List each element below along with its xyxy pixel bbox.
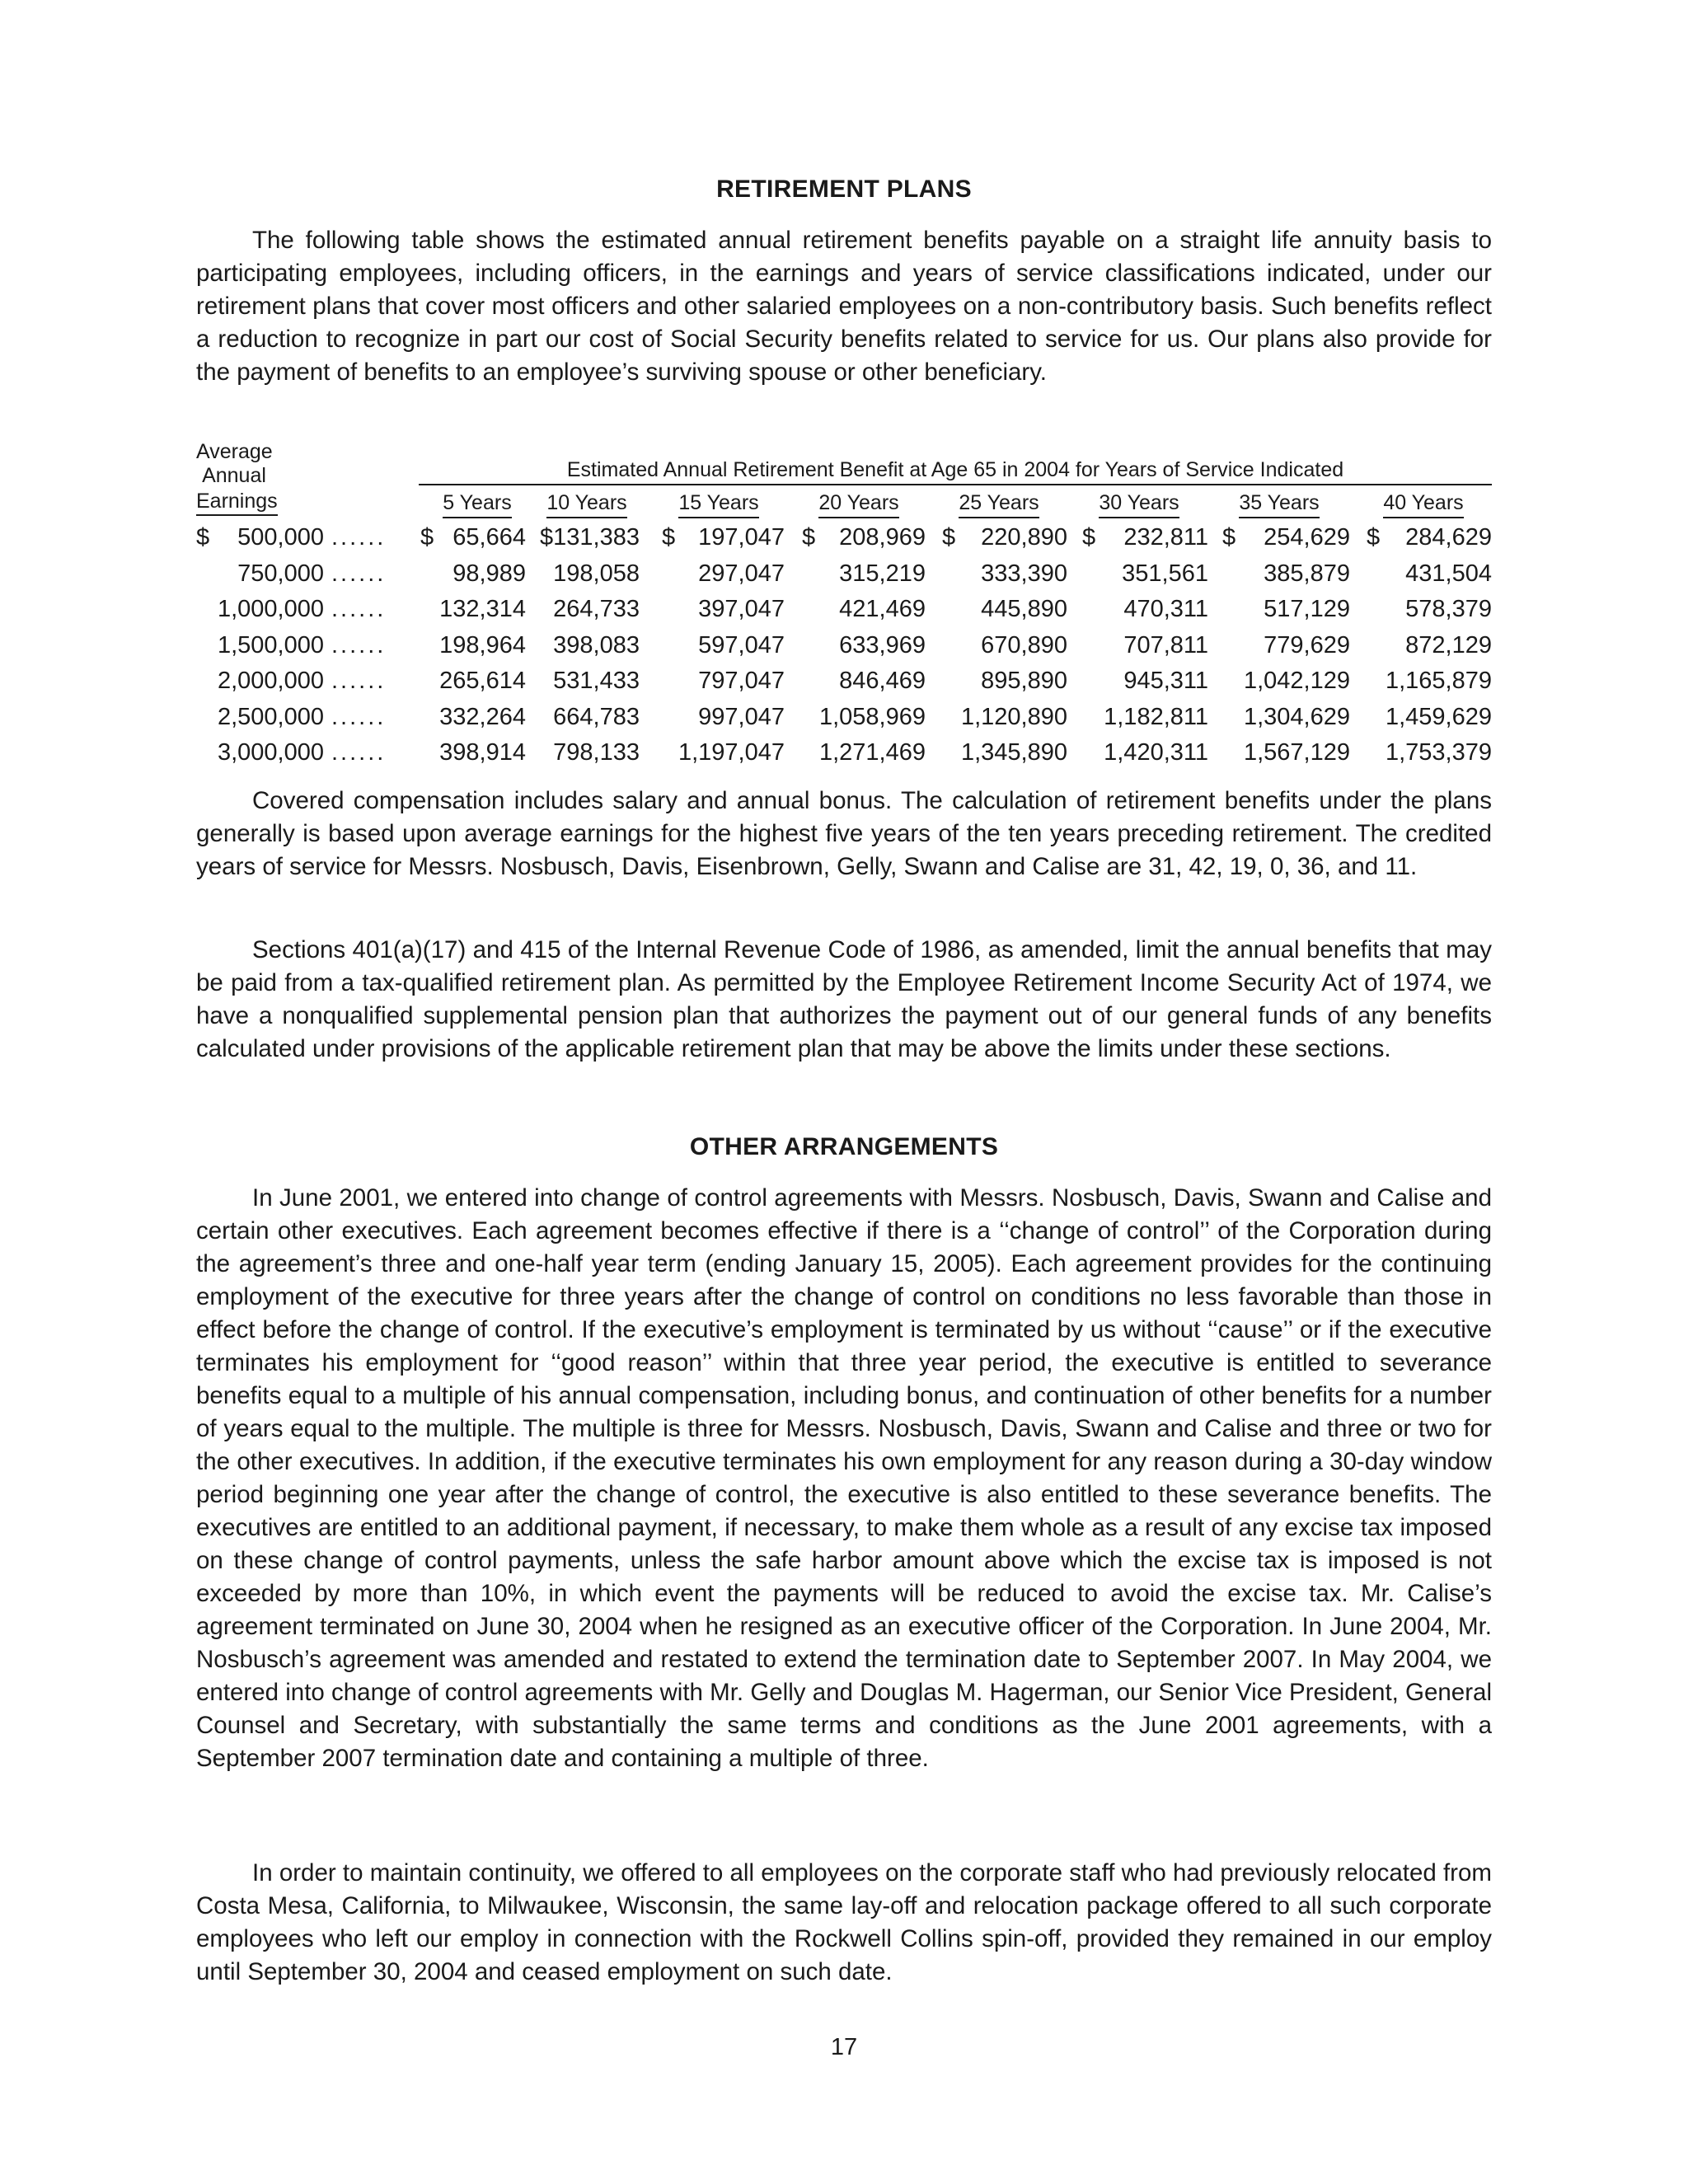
benefit-cell: 664,783 xyxy=(553,703,640,730)
column-header-label: 35 Years xyxy=(1239,491,1319,518)
benefit-cell: 398,914 xyxy=(439,739,526,766)
benefit-cell: 398,083 xyxy=(553,631,640,658)
column-header-label: 5 Years xyxy=(443,491,511,518)
benefit-cell: 208,969 xyxy=(839,524,926,551)
earnings-cell: 500,000 xyxy=(237,524,324,551)
table-row xyxy=(196,629,1492,662)
benefit-cell: 517,129 xyxy=(1264,596,1350,622)
benefit-cell: 315,219 xyxy=(839,560,926,587)
benefit-cell: 351,561 xyxy=(1122,560,1208,587)
header-earnings-label: Earnings xyxy=(196,490,278,516)
benefit-cell: 1,753,379 xyxy=(1385,739,1492,766)
column-header-label: 15 Years xyxy=(678,491,758,518)
benefit-cell: 707,811 xyxy=(1123,631,1208,658)
benefit-cell: 220,890 xyxy=(981,524,1067,551)
benefit-cell: 670,890 xyxy=(981,631,1067,658)
header-annual: Annual xyxy=(202,464,266,487)
benefit-cell: 997,047 xyxy=(698,703,785,730)
dot-leaders: ...... xyxy=(331,560,387,587)
column-header-label: 30 Years xyxy=(1099,491,1179,518)
benefit-cell: 397,047 xyxy=(698,596,785,622)
benefit-cell: 895,890 xyxy=(981,668,1067,694)
table-row xyxy=(196,736,1492,769)
benefit-cell: 284,629 xyxy=(1405,524,1492,551)
benefit-cell: 945,311 xyxy=(1123,668,1208,694)
earnings-cell: 750,000 xyxy=(237,560,324,587)
earnings-cell: 1,000,000 xyxy=(217,596,324,622)
currency-symbol: $ xyxy=(196,524,210,551)
benefit-cell: 1,271,469 xyxy=(818,739,926,766)
benefit-cell: 431,504 xyxy=(1405,560,1492,587)
benefit-cell: 1,197,047 xyxy=(678,739,785,766)
dot-leaders: ...... xyxy=(331,668,387,694)
currency-symbol: $ xyxy=(1367,524,1381,551)
table-row xyxy=(196,664,1492,697)
paragraph-relocation: In order to maintain continuity, we offered to all employees on the corporate staff who had previously relocated from Costa Mesa, California, to Milwaukee, Wisconsin, the same lay-off and relocation package offered to all such corporate employees who left our employ in connection with the Rockwell Collins spin-off, provided they remained in our employ until September 30, 2004 and ceased employment on such date. xyxy=(196,1859,1492,1985)
column-header-label: 40 Years xyxy=(1383,491,1463,518)
benefit-cell: 798,133 xyxy=(553,739,640,766)
benefit-cell: 1,165,879 xyxy=(1385,668,1492,694)
benefit-cell: 1,120,890 xyxy=(960,703,1067,730)
currency-symbol: $ xyxy=(1082,524,1096,551)
column-header-35-years xyxy=(1222,491,1336,518)
header-earnings xyxy=(196,490,278,513)
table-row xyxy=(196,701,1492,733)
paragraph-irc-limits: Sections 401(a)(17) and 415 of the Internal Revenue Code of 1986, as amended, limit the annual benefits that may be paid from a tax-qualified retirement plan. As permitted by the Employee Retirement Income Security Act of 1974, we have a nonqualified supplemental pension plan that authorizes the payment out of our general funds of any benefits calculated under provisions of the applicable retirement plan that may be above the limits under these sections. xyxy=(196,936,1492,1062)
column-header-40-years xyxy=(1367,491,1480,518)
benefit-cell: 872,129 xyxy=(1405,631,1492,658)
benefit-cell: 265,614 xyxy=(439,668,526,694)
currency-symbol: $ xyxy=(662,524,676,551)
benefit-cell: 385,879 xyxy=(1264,560,1350,587)
table-span-rule xyxy=(419,484,1492,485)
benefit-cell: 198,058 xyxy=(553,560,640,587)
benefit-cell: 797,047 xyxy=(698,668,785,694)
benefit-cell: 1,042,129 xyxy=(1243,668,1350,694)
benefit-cell: 846,469 xyxy=(839,668,926,694)
column-header-30-years xyxy=(1082,491,1196,518)
column-header-15-years xyxy=(662,491,776,518)
table-row xyxy=(196,557,1492,590)
dot-leaders: ...... xyxy=(331,739,387,766)
benefit-cell: 98,989 xyxy=(452,560,526,587)
table-row xyxy=(196,593,1492,626)
benefit-cell: 264,733 xyxy=(553,596,640,622)
benefit-cell: 578,379 xyxy=(1405,596,1492,622)
benefit-cell: 421,469 xyxy=(839,596,926,622)
benefit-cell: 65,664 xyxy=(452,524,526,551)
benefit-cell: 297,047 xyxy=(698,560,785,587)
dot-leaders: ...... xyxy=(331,631,387,658)
benefit-cell: 197,047 xyxy=(698,524,785,551)
benefit-cell: 132,314 xyxy=(439,596,526,622)
benefit-cell: 232,811 xyxy=(1123,524,1208,551)
benefit-cell: 470,311 xyxy=(1123,596,1208,622)
dot-leaders: ...... xyxy=(331,596,387,622)
benefit-cell: $131,383 xyxy=(540,524,640,551)
column-header-10-years xyxy=(534,491,640,518)
column-header-5-years xyxy=(429,491,525,518)
earnings-cell: 2,500,000 xyxy=(217,703,324,730)
paragraph-change-of-control: In June 2001, we entered into change of control agreements with Messrs. Nosbusch, Davis, Swann and Calise and certain other executives. Each agreement becomes effective if there is a ‘‘change of control’’ of the Corporation during the agreement’s three and one-half year term (ending January 15, 2005). Each agreement provides for the continuing employment of the executive for three years after the change of control on conditions no less favorable than those in effect before the change of control. If the executive’s employment is terminated by us without ‘‘cause’’ or if the executive terminates his employment for ‘‘good reason’’ within that three year period, the executive is entitled to severance benefits equal to a multiple of his annual compensation, including bonus, and continuation of other benefits for a number of years equal to the multiple. The multiple is three for Messrs. Nosbusch, Davis, Swann and Calise and three or two for the other executives. In addition, if the executive terminates his own employment for any reason during a 30-day window period beginning one year after the change of control, the executive is also entitled to these severance benefits. The executives are entitled to an additional payment, if necessary, to make them whole as a result of any excise tax imposed on these change of control payments, unless the safe harbor amount above which the excise tax is imposed is not exceeded by more than 10%, in which event the payments will be reduced to avoid the excise tax. Mr. Calise’s agreement terminated on June 30, 2004 when he resigned as an executive officer of the Corporation. In June 2004, Mr. Nosbusch’s agreement was amended and restated to extend the termination date to September 2007. In May 2004, we entered into change of control agreements with Mr. Gelly and Douglas M. Hagerman, our Senior Vice President, General Counsel and Secretary, with substantially the same terms and conditions as the June 2001 agreements, with a September 2007 termination date and containing a multiple of three. xyxy=(196,1184,1492,1772)
currency-symbol: $ xyxy=(942,524,956,551)
benefit-cell: 1,459,629 xyxy=(1385,703,1492,730)
earnings-cell: 1,500,000 xyxy=(217,631,324,658)
column-header-25-years xyxy=(942,491,1056,518)
column-header-label: 10 Years xyxy=(546,491,626,518)
currency-symbol: $ xyxy=(1222,524,1236,551)
dot-leaders: ...... xyxy=(331,703,387,730)
dot-leaders: ...... xyxy=(331,524,387,551)
table-row xyxy=(196,521,1492,554)
benefit-cell: 1,420,311 xyxy=(1104,739,1208,766)
paragraph-retirement-intro: The following table shows the estimated annual retirement benefits payable on a straight life annuity basis to participating employees, including officers, in the earnings and years of service classifications indicated, under our retirement plans that cover most officers and other salaried employees on a non-contributory basis. Such benefits reflect a reduction to recognize in part our cost of Social Security benefits related to service for us. Our plans also provide for the payment of benefits to an employee’s surviving spouse or other beneficiary. xyxy=(196,227,1492,386)
benefit-cell: 531,433 xyxy=(553,668,640,694)
benefit-cell: 597,047 xyxy=(698,631,785,658)
page-number: 17 xyxy=(830,2034,858,2060)
benefit-cell: 198,964 xyxy=(439,631,526,658)
header-average: Average xyxy=(196,440,273,463)
earnings-cell: 3,000,000 xyxy=(217,739,324,766)
section-heading-retirement-plans: RETIREMENT PLANS xyxy=(716,176,972,203)
earnings-cell: 2,000,000 xyxy=(217,668,324,694)
benefit-cell: 1,058,969 xyxy=(818,703,926,730)
benefit-cell: 779,629 xyxy=(1264,631,1350,658)
column-header-label: 20 Years xyxy=(818,491,898,518)
benefit-cell: 254,629 xyxy=(1264,524,1350,551)
column-header-label: 25 Years xyxy=(959,491,1039,518)
benefit-cell: 1,345,890 xyxy=(960,739,1067,766)
benefit-cell: 633,969 xyxy=(839,631,926,658)
currency-symbol: $ xyxy=(420,524,434,551)
benefit-cell: 332,264 xyxy=(439,703,526,730)
section-heading-other-arrangements: OTHER ARRANGEMENTS xyxy=(689,1133,999,1160)
column-header-20-years xyxy=(802,491,916,518)
table-span-title: Estimated Annual Retirement Benefit at Age 65 in 2004 for Years of Service Indicated xyxy=(566,458,1344,481)
benefit-cell: 445,890 xyxy=(981,596,1067,622)
benefit-cell: 1,304,629 xyxy=(1243,703,1350,730)
paragraph-covered-compensation: Covered compensation includes salary and annual bonus. The calculation of retirement benefits under the plans generally is based upon average earnings for the highest five years of the ten years preceding retirement. The credited years of service for Messrs. Nosbusch, Davis, Eisenbrown, Gelly, Swann and Calise are 31, 42, 19, 0, 36, and 11. xyxy=(196,787,1492,880)
currency-symbol: $ xyxy=(802,524,816,551)
benefit-cell: 1,182,811 xyxy=(1104,703,1208,730)
benefit-cell: 333,390 xyxy=(981,560,1067,587)
benefit-cell: 1,567,129 xyxy=(1243,739,1350,766)
